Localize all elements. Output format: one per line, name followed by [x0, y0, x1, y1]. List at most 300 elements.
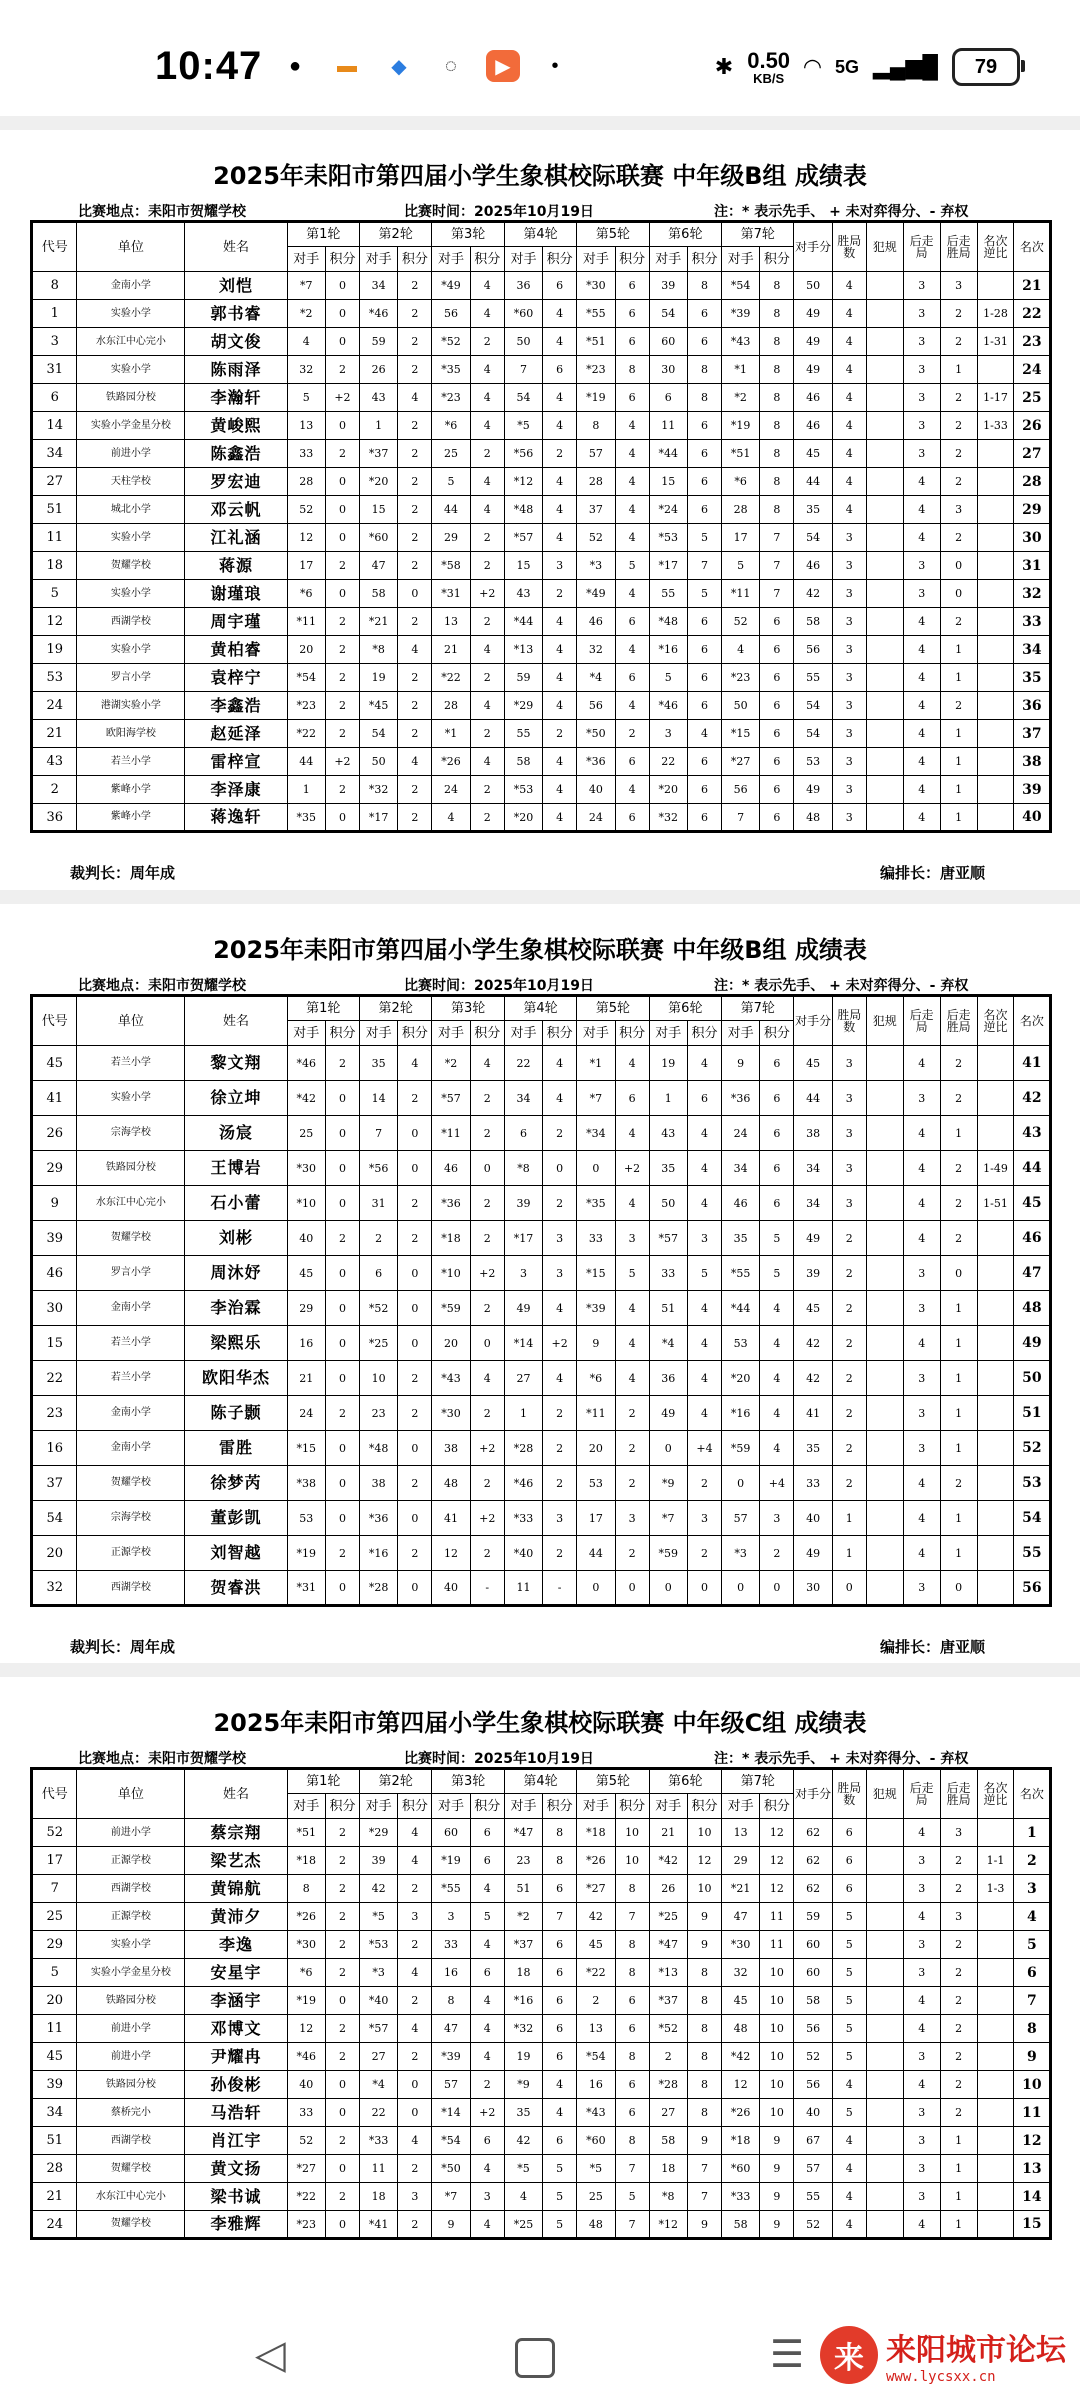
result-cell: 35 — [504, 2099, 542, 2127]
results-table — [30, 1767, 1052, 2240]
result-cell: 54 — [794, 720, 832, 748]
result-cell: *2 — [504, 1903, 542, 1931]
result-cell: 2 — [543, 440, 577, 468]
player-code: 43 — [32, 748, 77, 776]
result-cell: *18 — [432, 1221, 470, 1256]
result-cell: *53 — [649, 524, 687, 552]
result-cell — [866, 1221, 903, 1256]
player-unit: 贺耀学校 — [77, 552, 185, 580]
result-cell: 5 — [615, 552, 649, 580]
player-rank: 23 — [1014, 328, 1051, 356]
result-cell — [977, 692, 1014, 720]
result-cell: 3 — [903, 1431, 940, 1466]
header-round-5: 第5轮 — [577, 1769, 649, 1794]
result-cell: 2 — [325, 664, 359, 692]
result-cell: *4 — [577, 664, 615, 692]
result-cell — [977, 2099, 1014, 2127]
result-cell: - — [470, 1571, 504, 1606]
player-rank: 48 — [1014, 1291, 1051, 1326]
status-bar — [0, 0, 1080, 120]
header-points: 积分 — [543, 247, 577, 272]
result-cell: 6 — [615, 748, 649, 776]
result-cell: 34 — [722, 1151, 760, 1186]
result-cell: *27 — [287, 2155, 325, 2183]
result-cell: 2 — [470, 552, 504, 580]
result-cell: 2 — [940, 1847, 977, 1875]
result-cell: *20 — [722, 1361, 760, 1396]
result-cell: 4 — [903, 1116, 940, 1151]
result-cell: 2 — [398, 328, 432, 356]
result-cell: *27 — [577, 1875, 615, 1903]
result-cell: 4 — [470, 2015, 504, 2043]
result-cell: 2 — [470, 1536, 504, 1571]
result-cell — [977, 440, 1014, 468]
result-cell: *53 — [504, 776, 542, 804]
player-unit: 宗海学校 — [77, 1116, 185, 1151]
header-round-6: 第6轮 — [649, 222, 721, 247]
result-cell: 2 — [940, 1046, 977, 1081]
player-rank: 33 — [1014, 608, 1051, 636]
result-cell: 3 — [832, 608, 866, 636]
result-cell: 24 — [287, 1396, 325, 1431]
result-cell: 3 — [832, 552, 866, 580]
result-cell: 4 — [543, 524, 577, 552]
result-cell: 0 — [543, 1151, 577, 1186]
result-cell — [866, 1875, 903, 1903]
result-cell: 47 — [722, 1903, 760, 1931]
header-round-4: 第4轮 — [504, 222, 576, 247]
result-cell: 27 — [359, 2043, 397, 2071]
table-row — [32, 1501, 1051, 1536]
result-cell: 19 — [649, 1046, 687, 1081]
table-row — [32, 300, 1051, 328]
result-cell: 2 — [940, 468, 977, 496]
result-cell: 8 — [432, 1987, 470, 2015]
player-name: 肖江宇 — [185, 2127, 287, 2155]
result-cell — [977, 2127, 1014, 2155]
result-cell: 10 — [359, 1361, 397, 1396]
result-cell: 0 — [398, 2099, 432, 2127]
result-cell: *46 — [287, 2043, 325, 2071]
result-cell: 3 — [903, 1847, 940, 1875]
result-cell: 6 — [687, 692, 721, 720]
result-cell: *27 — [722, 748, 760, 776]
player-rank: 25 — [1014, 384, 1051, 412]
result-cell: *52 — [359, 1291, 397, 1326]
result-cell: 33 — [287, 440, 325, 468]
result-cell: 39 — [794, 1256, 832, 1291]
player-unit: 正源学校 — [77, 1903, 185, 1931]
header-opponent: 对手 — [722, 1794, 760, 1819]
result-cell: 6 — [687, 328, 721, 356]
result-cell: 48 — [577, 2211, 615, 2239]
player-code: 9 — [32, 1186, 77, 1221]
result-cell: 2 — [398, 1081, 432, 1116]
result-cell: 48 — [432, 1466, 470, 1501]
result-cell: 6 — [687, 804, 721, 832]
result-cell: *34 — [577, 1116, 615, 1151]
player-name: 蒋源 — [185, 552, 287, 580]
player-unit: 实验小学 — [77, 1081, 185, 1116]
result-cell: 0 — [325, 1186, 359, 1221]
result-cell: *5 — [504, 2155, 542, 2183]
network-type: 5G — [834, 56, 859, 77]
result-cell: 6 — [543, 2127, 577, 2155]
result-cell: 5 — [832, 1987, 866, 2015]
result-cell: 40 — [287, 2071, 325, 2099]
result-cell: 3 — [832, 748, 866, 776]
result-cell: 59 — [794, 1903, 832, 1931]
result-cell: 1 — [940, 1326, 977, 1361]
player-unit: 前进小学 — [77, 2015, 185, 2043]
result-cell: 6 — [760, 776, 794, 804]
result-cell: *48 — [359, 1431, 397, 1466]
result-cell: 8 — [760, 356, 794, 384]
result-cell: 3 — [832, 776, 866, 804]
result-cell: 2 — [398, 552, 432, 580]
result-cell: 4 — [832, 2183, 866, 2211]
result-cell: *48 — [504, 496, 542, 524]
result-cell: *23 — [577, 356, 615, 384]
result-cell: 2 — [398, 1931, 432, 1959]
table-row — [32, 1931, 1051, 1959]
player-unit: 铁路园分校 — [77, 384, 185, 412]
result-cell — [866, 692, 903, 720]
player-name: 刘智越 — [185, 1536, 287, 1571]
table-row — [32, 1326, 1051, 1361]
result-cell: 1 — [940, 2155, 977, 2183]
result-cell: 6 — [760, 1116, 794, 1151]
result-cell: +2 — [615, 1151, 649, 1186]
player-code: 16 — [32, 1431, 77, 1466]
result-cell — [866, 608, 903, 636]
result-cell: *11 — [432, 1116, 470, 1151]
result-cell — [866, 2015, 903, 2043]
result-cell: *16 — [722, 1396, 760, 1431]
result-cell: 4 — [543, 2099, 577, 2127]
result-cell: 2 — [615, 1466, 649, 1501]
header-rank: 名次 — [1014, 1769, 1051, 1819]
result-cell: 9 — [687, 2127, 721, 2155]
chief-judge: 裁判长：周年成 — [70, 864, 176, 882]
header-points: 积分 — [615, 1021, 649, 1046]
result-cell: 10 — [760, 2099, 794, 2127]
result-cell: 47 — [432, 2015, 470, 2043]
result-cell: 1 — [940, 1431, 977, 1466]
player-code: 24 — [32, 692, 77, 720]
result-cell: 5 — [832, 1931, 866, 1959]
result-cell: 4 — [470, 412, 504, 440]
result-cell: *20 — [649, 776, 687, 804]
result-cell: *37 — [649, 1987, 687, 2015]
result-cell — [866, 552, 903, 580]
result-cell: 10 — [687, 1875, 721, 1903]
player-name: 安星宇 — [185, 1959, 287, 1987]
result-cell — [866, 720, 903, 748]
result-cell: 3 — [903, 2183, 940, 2211]
result-cell: *57 — [649, 1221, 687, 1256]
result-cell: 6 — [615, 384, 649, 412]
result-cell: 3 — [903, 2127, 940, 2155]
result-cell: *20 — [359, 468, 397, 496]
header-round-4: 第4轮 — [504, 996, 576, 1021]
player-unit: 实验小学 — [77, 300, 185, 328]
result-cell: 6 — [687, 776, 721, 804]
result-cell: 4 — [543, 1291, 577, 1326]
player-name: 黄柏睿 — [185, 636, 287, 664]
result-cell: *3 — [577, 552, 615, 580]
result-cell: 8 — [615, 356, 649, 384]
result-cell: 3 — [832, 1116, 866, 1151]
table-row — [32, 804, 1051, 832]
result-cell: 58 — [359, 580, 397, 608]
player-unit: 港湖实验小学 — [77, 692, 185, 720]
result-cell: 17 — [287, 552, 325, 580]
result-cell: *44 — [649, 440, 687, 468]
table-row — [32, 1819, 1051, 1847]
header-opponent: 对手 — [359, 1021, 397, 1046]
result-cell: 1 — [940, 1291, 977, 1326]
result-cell: *23 — [287, 692, 325, 720]
result-cell: *36 — [432, 1186, 470, 1221]
result-cell: 45 — [577, 1931, 615, 1959]
result-cell: 11 — [760, 1903, 794, 1931]
header-opponent: 对手 — [649, 1021, 687, 1046]
result-cell: 2 — [398, 776, 432, 804]
table-row — [32, 496, 1051, 524]
result-cell: 6 — [832, 1875, 866, 1903]
result-cell: 29 — [287, 1291, 325, 1326]
result-cell: 59 — [504, 664, 542, 692]
table-row — [32, 1081, 1051, 1116]
result-cell: 9 — [577, 1326, 615, 1361]
result-cell: 32 — [577, 636, 615, 664]
result-cell: 12 — [287, 2015, 325, 2043]
player-name: 江礼涵 — [185, 524, 287, 552]
result-cell: 3 — [543, 1256, 577, 1291]
result-cell: 2 — [325, 1959, 359, 1987]
result-cell: *35 — [287, 804, 325, 832]
result-cell: 2 — [649, 2043, 687, 2071]
result-cell: 2 — [470, 776, 504, 804]
result-cell: 4 — [903, 720, 940, 748]
result-cell: 54 — [649, 300, 687, 328]
home-icon[interactable] — [515, 2338, 555, 2378]
result-cell: *7 — [432, 2183, 470, 2211]
battery-icon — [952, 48, 1020, 86]
result-cell: 2 — [940, 1466, 977, 1501]
player-name: 梁熙乐 — [185, 1326, 287, 1361]
result-cell: 14 — [359, 1081, 397, 1116]
result-cell: *28 — [649, 2071, 687, 2099]
result-cell: 6 — [615, 608, 649, 636]
result-cell: 58 — [649, 2127, 687, 2155]
result-cell: 18 — [359, 2183, 397, 2211]
player-rank: 51 — [1014, 1396, 1051, 1431]
result-cell: 6 — [543, 356, 577, 384]
result-cell — [977, 2071, 1014, 2099]
table-row — [32, 1987, 1051, 2015]
result-cell — [866, 1466, 903, 1501]
result-cell: 2 — [832, 1256, 866, 1291]
result-cell — [977, 1046, 1014, 1081]
result-cell: 55 — [794, 2183, 832, 2211]
player-code: 22 — [32, 1361, 77, 1396]
result-cell: 2 — [398, 1466, 432, 1501]
table-row — [32, 2043, 1051, 2071]
result-cell: 0 — [760, 1571, 794, 1606]
result-cell: 6 — [760, 1081, 794, 1116]
header-points: 积分 — [325, 247, 359, 272]
result-cell: 46 — [794, 412, 832, 440]
player-name: 汤宸 — [185, 1116, 287, 1151]
result-cell: 8 — [687, 272, 721, 300]
result-cell: 3 — [832, 664, 866, 692]
result-cell: 4 — [543, 496, 577, 524]
table-row — [32, 2099, 1051, 2127]
result-cell: +4 — [687, 1431, 721, 1466]
result-cell: 0 — [649, 1571, 687, 1606]
result-cell: 3 — [903, 1081, 940, 1116]
result-cell: *4 — [359, 2071, 397, 2099]
header-opponent: 对手 — [504, 1021, 542, 1046]
result-cell: 0 — [398, 1151, 432, 1186]
result-cell: *36 — [722, 1081, 760, 1116]
header-round-2: 第2轮 — [359, 1769, 431, 1794]
result-cell: *28 — [359, 1571, 397, 1606]
result-cell: 2 — [940, 2015, 977, 2043]
player-name: 邓云帆 — [185, 496, 287, 524]
result-cell: 35 — [359, 1046, 397, 1081]
player-unit: 天柱学校 — [77, 468, 185, 496]
result-cell: 3 — [903, 552, 940, 580]
player-name: 贺睿洪 — [185, 1571, 287, 1606]
result-cell: 2 — [325, 1536, 359, 1571]
player-rank: 13 — [1014, 2155, 1051, 2183]
result-cell: 3 — [903, 2099, 940, 2127]
result-cell: 4 — [543, 384, 577, 412]
result-cell: *6 — [287, 1959, 325, 1987]
result-cell: 4 — [832, 2127, 866, 2155]
header-round-1: 第1轮 — [287, 1769, 359, 1794]
result-cell: 3 — [940, 1819, 977, 1847]
result-cell: 3 — [832, 1151, 866, 1186]
result-cell: 1 — [940, 2127, 977, 2155]
result-cell: 3 — [504, 1256, 542, 1291]
result-cell: 2 — [577, 1987, 615, 2015]
result-cell: 6 — [687, 608, 721, 636]
result-cell: 10 — [760, 1959, 794, 1987]
player-name: 胡文俊 — [185, 328, 287, 356]
result-cell: 2 — [398, 412, 432, 440]
table-row — [32, 720, 1051, 748]
result-cell: 2 — [359, 1221, 397, 1256]
header-points: 积分 — [760, 1794, 794, 1819]
result-cell: *26 — [722, 2099, 760, 2127]
result-cell: *51 — [722, 440, 760, 468]
result-cell: 4 — [470, 692, 504, 720]
result-cell: 0 — [577, 1151, 615, 1186]
player-rank: 37 — [1014, 720, 1051, 748]
result-cell: 1 — [940, 2211, 977, 2239]
player-name: 郭书睿 — [185, 300, 287, 328]
result-cell: *26 — [577, 1847, 615, 1875]
player-rank: 10 — [1014, 2071, 1051, 2099]
header-points: 积分 — [398, 1794, 432, 1819]
header-round-2: 第2轮 — [359, 996, 431, 1021]
result-cell: 58 — [794, 608, 832, 636]
result-cell: 0 — [577, 1571, 615, 1606]
result-cell: 38 — [359, 1466, 397, 1501]
result-cell: *31 — [287, 1571, 325, 1606]
venue: 比赛地点：耒阳市贺耀学校 — [78, 204, 246, 220]
player-code: 53 — [32, 664, 77, 692]
result-cell: 28 — [432, 692, 470, 720]
table-row — [32, 1046, 1051, 1081]
menu-icon[interactable]: ☰ — [770, 2332, 805, 2376]
player-name: 石小蕾 — [185, 1186, 287, 1221]
table-row — [32, 2183, 1051, 2211]
result-cell — [977, 1431, 1014, 1466]
result-cell: 39 — [649, 272, 687, 300]
result-cell: *25 — [649, 1903, 687, 1931]
player-unit: 实验小学 — [77, 524, 185, 552]
result-cell: *3 — [359, 1959, 397, 1987]
player-rank: 45 — [1014, 1186, 1051, 1221]
player-rank: 28 — [1014, 468, 1051, 496]
result-cell: *17 — [359, 804, 397, 832]
result-cell: *19 — [432, 1847, 470, 1875]
player-unit: 实验小学 — [77, 580, 185, 608]
result-cell: *49 — [432, 272, 470, 300]
player-rank: 15 — [1014, 2211, 1051, 2239]
result-cell: 4 — [687, 1326, 721, 1361]
result-cell: *24 — [649, 496, 687, 524]
result-cell: 4 — [903, 1466, 940, 1501]
result-cell: *57 — [432, 1081, 470, 1116]
result-cell: 42 — [359, 1875, 397, 1903]
player-code: 52 — [32, 1819, 77, 1847]
table-row — [32, 1116, 1051, 1151]
result-cell: 22 — [649, 748, 687, 776]
header-opponent: 对手 — [287, 1794, 325, 1819]
player-rank: 52 — [1014, 1431, 1051, 1466]
player-rank: 6 — [1014, 1959, 1051, 1987]
result-cell: 2 — [470, 1466, 504, 1501]
result-cell: *44 — [504, 608, 542, 636]
result-cell: 52 — [794, 2043, 832, 2071]
result-cell: 2 — [832, 1396, 866, 1431]
player-code: 37 — [32, 1466, 77, 1501]
result-cell: 4 — [543, 328, 577, 356]
result-cell: 28 — [577, 468, 615, 496]
result-cell — [866, 1116, 903, 1151]
header-opponent: 对手 — [359, 247, 397, 272]
result-cell: 53 — [577, 1466, 615, 1501]
result-cell — [866, 2127, 903, 2155]
result-cell: 5 — [470, 1903, 504, 1931]
battery-level: 79 — [974, 55, 998, 78]
result-cell: 18 — [649, 2155, 687, 2183]
result-cell: 5 — [832, 1903, 866, 1931]
result-cell: 4 — [760, 1361, 794, 1396]
result-cell — [866, 804, 903, 832]
result-cell: 5 — [832, 1959, 866, 1987]
player-code: 20 — [32, 1987, 77, 2015]
result-cell: 8 — [760, 468, 794, 496]
back-icon[interactable]: ◁ — [255, 2332, 286, 2378]
header-second-move-games: 后走局 — [903, 1769, 940, 1819]
